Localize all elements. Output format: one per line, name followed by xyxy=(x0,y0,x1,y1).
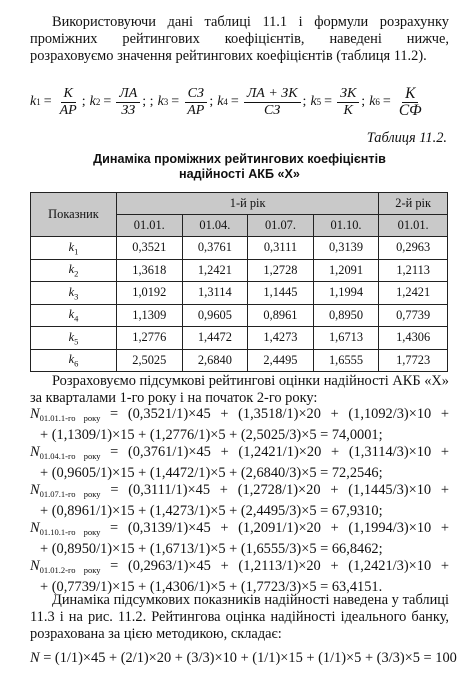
equation-line2: + (0,7739/1)×15 + (1,4306/1)×5 + (1,7723/3)×5 = 63,4151. xyxy=(40,579,383,595)
table-cell: 1,0192 xyxy=(117,282,183,305)
intro-paragraph: Використовуючи дані таблиці 11.1 і формули розрахунку проміжних рейтингових коефіцієнтів, наведені нижче, розраховуємо значення рейтингових коефіцієнтів (таблиця 11.2). xyxy=(30,14,449,64)
table-cell: 1,3618 xyxy=(117,259,183,282)
formula-separator: ; xyxy=(209,94,214,109)
table-cell: 1,2421 xyxy=(379,282,448,305)
formula-k6: k 6 = $\frac{К}{СФ}$ xyxy=(369,87,430,118)
table-title xyxy=(30,152,449,182)
formula-lhs-sub: 1 xyxy=(36,97,41,107)
formula-separator: ; xyxy=(302,94,307,109)
final-expression: = (1/1)×45 + (2/1)×20 + (3/3)×10 + (1/1)×15 + (1/1)×5 + (3/3)×5 = 100 xyxy=(39,650,457,666)
row-label-sub: 5 xyxy=(74,335,79,346)
table-cell: 1,1994 xyxy=(313,282,379,305)
table-cell: 2,6840 xyxy=(182,349,248,372)
header-date-1: 01.01. xyxy=(117,215,183,237)
equation-first-part: = (0,3521/1)×45 + (1,3518/1)×20 + (1,1092/3)×10 + xyxy=(100,406,449,422)
table-cell: 1,6555 xyxy=(313,349,379,372)
table-row xyxy=(31,304,448,327)
header-year1: 1-й рік xyxy=(117,193,379,215)
formula-denominator: СФ xyxy=(398,101,422,119)
table-cell: 1,7723 xyxy=(379,349,448,372)
row-label xyxy=(31,349,117,372)
formula-lhs: k xyxy=(30,94,37,109)
table-cell: 0,3111 xyxy=(248,237,314,260)
table-cell: 0,9605 xyxy=(182,304,248,327)
table-cell: 0,3139 xyxy=(313,237,379,260)
row-label-sub: 1 xyxy=(74,245,79,256)
formula-lhs: k xyxy=(89,94,96,109)
equation-symbol: N xyxy=(30,520,40,536)
formula-numerator: ЛА xyxy=(116,87,140,103)
table-cell: 1,2776 xyxy=(117,327,183,350)
formula-fraction xyxy=(337,87,359,118)
table-cell: 0,3761 xyxy=(182,237,248,260)
row-label-sub: 6 xyxy=(74,358,79,369)
table-row xyxy=(31,327,448,350)
row-label-sub: 3 xyxy=(74,290,79,301)
row-label-letter: k xyxy=(68,307,75,322)
formula-numerator: ЛА + ЗК xyxy=(244,87,301,103)
formula-lhs-sub: 5 xyxy=(316,97,322,107)
equation-line1 xyxy=(30,444,449,465)
formula-fraction xyxy=(116,87,140,118)
formula-lhs-sub: 6 xyxy=(375,97,380,107)
final-equation xyxy=(30,650,457,667)
equation-first-part: = (0,3111/1)×45 + (1,2728/1)×20 + (1,1445/3)×10 + xyxy=(100,482,449,498)
table-cell: 1,2113 xyxy=(379,259,448,282)
formula-lhs-sub: 3 xyxy=(163,97,169,107)
formula-fraction xyxy=(244,87,301,118)
table-cell: 0,7739 xyxy=(379,304,448,327)
equation-symbol: N xyxy=(30,444,40,460)
formula-fraction xyxy=(57,87,80,118)
formula-separator: ; xyxy=(361,94,366,109)
header-date-2: 01.04. xyxy=(182,215,248,237)
equation-3 xyxy=(30,482,449,520)
formula-lhs-sub: 4 xyxy=(223,97,228,107)
formula-numerator: ЗК xyxy=(337,87,359,103)
table-body xyxy=(31,237,448,372)
header-date-3: 01.07. xyxy=(248,215,314,237)
header-date-4: 01.10. xyxy=(313,215,379,237)
equation-line2: + (0,8961/1)×15 + (1,4273/1)×5 + (2,4495/3)×5 = 67,9310; xyxy=(40,503,383,519)
header-year2: 2-й рік xyxy=(379,193,448,215)
equation-line2: + (1,1309/1)×15 + (1,2776/1)×5 + (2,5025/3)×5 = 74,0001; xyxy=(40,427,383,443)
table-title-line1: Динаміка проміжних рейтингових коефіцієнтів xyxy=(93,152,386,166)
table-cell: 1,1309 xyxy=(117,304,183,327)
formula-k4: k 4 = $\frac{ЛА + ЗК}{СЗ}$ ; xyxy=(217,85,307,118)
equation-symbol: N xyxy=(30,558,40,574)
equation-subscript: 01.07.1-го року xyxy=(39,489,101,499)
row-label xyxy=(31,327,117,350)
formula-lhs: k xyxy=(157,94,164,109)
summary-intro-paragraph: Розраховуємо підсумкові рейтингові оцінки надійності АКБ «Х» за кварталами 1-го року і на початок 2-го року: xyxy=(30,373,449,406)
equation-line1 xyxy=(30,482,449,503)
formula-separator: ; ; xyxy=(142,94,154,109)
row-label xyxy=(31,259,117,282)
table-title-line2: надійності АКБ «Х» xyxy=(179,167,300,181)
table-cell: 1,3114 xyxy=(182,282,248,305)
equation-2 xyxy=(30,444,449,482)
table-cell: 1,6713 xyxy=(313,327,379,350)
equation-line1 xyxy=(30,558,449,579)
table-cell: 0,3521 xyxy=(117,237,183,260)
equation-4 xyxy=(30,520,449,558)
formula-denominator: АР xyxy=(187,102,205,118)
table-cell: 1,2728 xyxy=(248,259,314,282)
equation-symbol: N xyxy=(30,406,40,422)
row-label-sub: 4 xyxy=(74,313,79,324)
equation-5 xyxy=(30,558,449,596)
table-cell: 2,5025 xyxy=(117,349,183,372)
formula-denominator: ЗЗ xyxy=(121,102,136,118)
formula-k2: k 2 = $\frac{ЛА}{ЗЗ}$ ; ; xyxy=(89,85,154,118)
table-cell: 0,8950 xyxy=(313,304,379,327)
header-date-5: 01.01. xyxy=(379,215,448,237)
equation-subscript: 01.10.1-го року xyxy=(39,527,101,537)
formula-lhs-sub: 2 xyxy=(95,97,101,107)
table-cell: 1,4306 xyxy=(379,327,448,350)
row-label xyxy=(31,282,117,305)
equation-symbol: N xyxy=(30,482,40,498)
equation-first-part: = (0,3139/1)×45 + (1,2091/1)×20 + (1,1994/3)×10 + xyxy=(100,520,449,536)
formula-separator: ; xyxy=(81,94,86,109)
table-row xyxy=(31,237,448,260)
row-label-sub: 2 xyxy=(74,268,79,279)
formula-row xyxy=(30,82,461,122)
equation-line2: + (0,8950/1)×15 + (1,6713/1)×5 + (1,6555/3)×5 = 66,8462; xyxy=(40,541,383,557)
formula-numerator: К xyxy=(402,87,418,103)
formula-numerator: СЗ xyxy=(185,87,207,103)
table-label: Таблиця 11.2. xyxy=(366,130,447,146)
table-cell: 2,4495 xyxy=(248,349,314,372)
table-row xyxy=(31,349,448,372)
equation-1 xyxy=(30,406,449,444)
equation-line1 xyxy=(30,520,449,541)
header-indicator: Показник xyxy=(31,193,117,237)
formula-denominator: АР xyxy=(59,102,77,118)
equation-subscript: 01.01.2-го року xyxy=(39,565,101,575)
equation-line2: + (0,9605/1)×15 + (1,4472/1)×5 + (2,6840/3)×5 = 72,2546; xyxy=(40,465,383,481)
formula-numerator: К xyxy=(61,87,76,103)
equation-line1 xyxy=(30,406,449,427)
row-label-letter: k xyxy=(68,329,75,344)
equation-first-part: = (0,3761/1)×45 + (1,2421/1)×20 + (1,3114/3)×10 + xyxy=(100,444,449,460)
equation-first-part: = (0,2963/1)×45 + (1,2113/1)×20 + (1,2421/3)×10 + xyxy=(100,558,449,574)
formula-denominator: К xyxy=(343,102,353,118)
formula-lhs: k xyxy=(310,94,317,109)
table-cell: 1,4273 xyxy=(248,327,314,350)
row-label-letter: k xyxy=(68,262,75,277)
table-cell: 1,1445 xyxy=(248,282,314,305)
table-cell: 0,2963 xyxy=(379,237,448,260)
formula-k1: k 1 = $\frac{К}{АР}$ ; xyxy=(30,85,86,118)
coefficients-table xyxy=(30,192,448,372)
table-row xyxy=(31,259,448,282)
equation-subscript: 01.04.1-го року xyxy=(39,451,101,461)
conclusion-paragraph: Динаміка підсумкових показників надійності наведена у таблиці 11.3 і на рис. 11.2. Рейтингова оцінка надійності ідеального банку, розрахована за цією методикою, складає: xyxy=(30,592,449,642)
table-cell: 1,2421 xyxy=(182,259,248,282)
formula-k3: k 3 = $\frac{СЗ}{АР}$ ; xyxy=(157,85,214,118)
table-row xyxy=(31,282,448,305)
formula-k5: k 5 = $\frac{ЗК}{К}$ ; xyxy=(310,85,366,118)
table-cell: 1,2091 xyxy=(313,259,379,282)
formula-fraction xyxy=(184,87,207,118)
table-cell: 0,8961 xyxy=(248,304,314,327)
equation-subscript: 01.01.1-го року xyxy=(39,413,101,423)
row-label-letter: k xyxy=(68,284,75,299)
row-label-letter: k xyxy=(68,352,75,367)
final-symbol: N xyxy=(30,650,40,666)
formula-lhs: k xyxy=(369,94,376,109)
formula-denominator: СЗ xyxy=(264,102,281,118)
row-label xyxy=(31,237,117,260)
row-label-letter: k xyxy=(68,239,75,254)
formula-fraction xyxy=(396,84,425,119)
table-cell: 1,4472 xyxy=(182,327,248,350)
formula-lhs: k xyxy=(217,94,224,109)
row-label xyxy=(31,304,117,327)
